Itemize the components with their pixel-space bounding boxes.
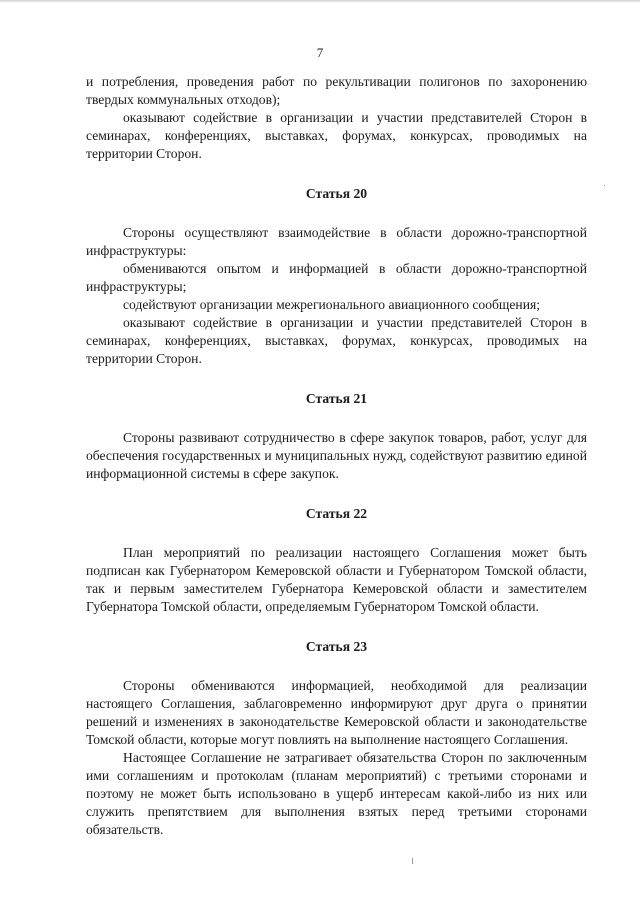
article-20-paragraph: обмениваются опытом и информацией в области дорожно-транспортной инфраструктуры;: [86, 261, 587, 294]
article-20-paragraph: содействуют организации межрегионального авиационного сообщения;: [123, 297, 541, 312]
article-20-paragraph: Стороны осуществляют взаимодействие в области дорожно-транспортной инфраструктуры:: [86, 225, 587, 258]
article-20-heading: Статья 20: [305, 186, 368, 201]
scan-speck: [604, 185, 605, 186]
article-22-heading: Статья 22: [305, 506, 368, 521]
article-22-paragraph: План мероприятий по реализации настоящего Соглашения может быть подписан как Губернатором Кемеровской области и Губернатором Томской области, так и первым заместителем Губернатора Кемеровской области и заместителем Губернатора Томской области, определяемым Губернатором Томской области.: [86, 545, 587, 614]
article-20-paragraph: оказывают содействие в организации и участии представителей Сторон в семинарах, конференциях, выставках, форумах, конкурсах, проводимых на территории Сторон.: [86, 315, 587, 366]
scan-speck: [412, 858, 413, 864]
article-23-paragraph: Стороны обмениваются информацией, необходимой для реализации настоящего Соглашения, заблаговременно информируют друг друга о принятии решений и изменениях в законодательстве Кемеровской области и законодательстве Томской области, которые могут повлиять на выполнение настоящего Соглашения.: [86, 678, 587, 747]
article-23-heading: Статья 23: [305, 639, 368, 654]
article-21-paragraph: Стороны развивают сотрудничество в сфере закупок товаров, работ, услуг для обеспечения государственных и муниципальных нужд, содействуют развитию единой информационной системы в сфере закупок.: [86, 430, 587, 481]
article-23-paragraph: Настоящее Соглашение не затрагивает обязательства Сторон по заключенным ими соглашениям и протоколам (планам мероприятий) с третьими сторонами и поэтому не может быть использовано в ущерб интересам какой-либо из них или служить препятствием для выполнения взятых перед третьими сторонами обязательств.: [86, 750, 587, 837]
intro-paragraph: и потребления, проведения работ по рекультивации полигонов по захоронению твердых коммунальных отходов);: [86, 74, 587, 107]
scan-edge: [0, 0, 640, 3]
intro-paragraph: оказывают содействие в организации и участии представителей Сторон в семинарах, конференциях, выставках, форумах, конкурсах, проводимых на территории Сторон.: [86, 110, 587, 161]
article-21-heading: Статья 21: [305, 391, 368, 406]
document-body: [86, 73, 587, 839]
page-number: 7: [316, 45, 324, 60]
